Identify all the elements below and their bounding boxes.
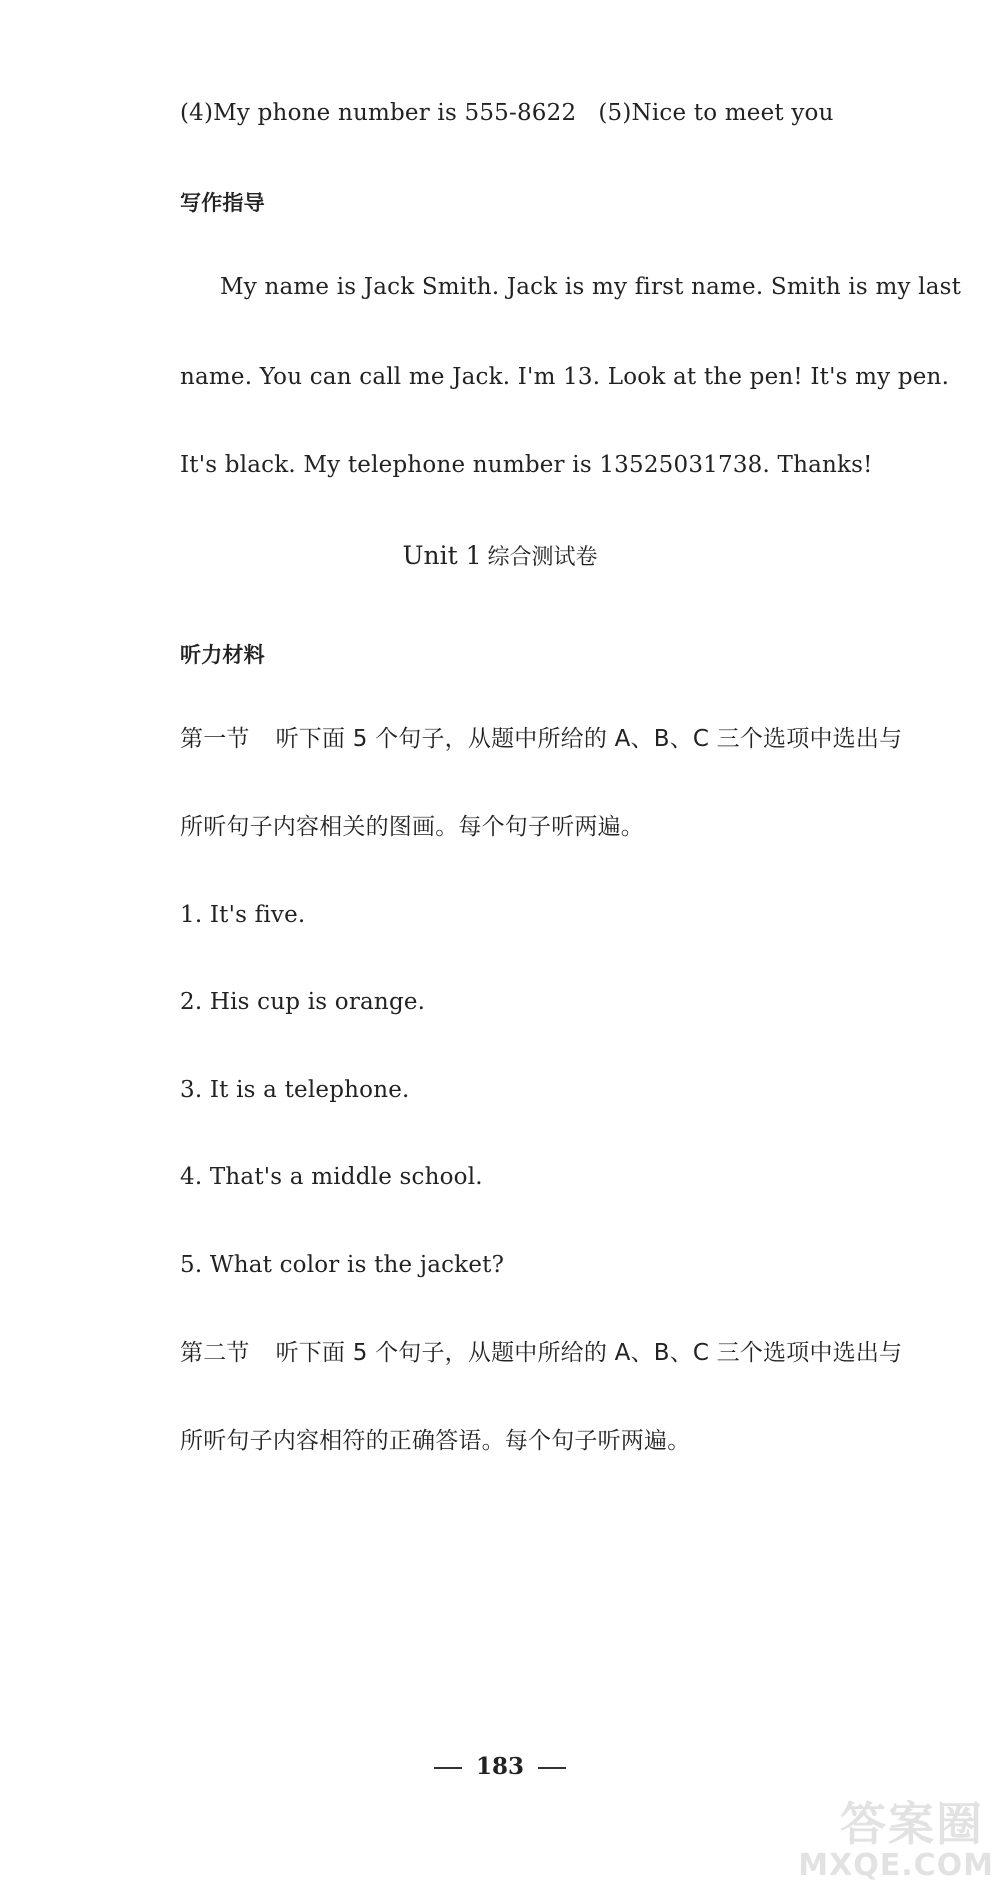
- sentence-1: 1. It's five.: [180, 902, 306, 928]
- listening-heading: 听力材料: [180, 643, 265, 667]
- section1-label: 第一节: [180, 726, 250, 752]
- section2-line-2: 所听句子内容相符的正确答语。每个句子听两遍。: [180, 1428, 691, 1454]
- page-number: [0, 1752, 1000, 1782]
- section2-label: 第二节: [180, 1340, 250, 1366]
- watermark: [794, 1788, 994, 1883]
- watermark-bottom: MXQE.COM: [798, 1848, 994, 1883]
- writing-guide-line-2: name. You can call me Jack. I'm 13. Look at the pen! It's my pen.: [180, 364, 950, 390]
- answer-line: [180, 98, 834, 128]
- answer-item-4: (4)My phone number is 555-8622: [180, 100, 577, 126]
- unit-title: [0, 540, 1000, 574]
- sentence-4: 4. That's a middle school.: [180, 1164, 483, 1190]
- sentence-3: 3. It is a telephone.: [180, 1077, 410, 1103]
- writing-guide-heading: 写作指导: [180, 191, 265, 215]
- watermark-top: 答案圈: [840, 1797, 984, 1851]
- sentence-5: 5. What color is the jacket?: [180, 1252, 505, 1278]
- writing-guide-line-1: My name is Jack Smith. Jack is my first name. Smith is my last: [220, 274, 962, 300]
- page-number-value: 183: [475, 1753, 524, 1780]
- unit-title-unit: Unit 1: [402, 541, 482, 570]
- section2-line-1: [180, 1338, 902, 1368]
- section2-text-1: 听下面 5 个句子，从题中所给的 A、B、C 三个选项中选出与: [275, 1340, 903, 1366]
- unit-title-subtitle: 综合测试卷: [487, 545, 598, 570]
- answer-item-5: (5)Nice to meet you: [598, 100, 834, 126]
- section1-text-1: 听下面 5 个句子，从题中所给的 A、B、C 三个选项中选出与: [275, 726, 903, 752]
- sentence-2: 2. His cup is orange.: [180, 989, 426, 1015]
- page-number-dash-left: [434, 1767, 462, 1769]
- writing-guide-line-3: It's black. My telephone number is 13525031738. Thanks!: [180, 452, 873, 478]
- page-number-dash-right: [538, 1767, 566, 1769]
- section1-line-2: 所听句子内容相关的图画。每个句子听两遍。: [180, 814, 644, 840]
- section1-line-1: [180, 724, 902, 754]
